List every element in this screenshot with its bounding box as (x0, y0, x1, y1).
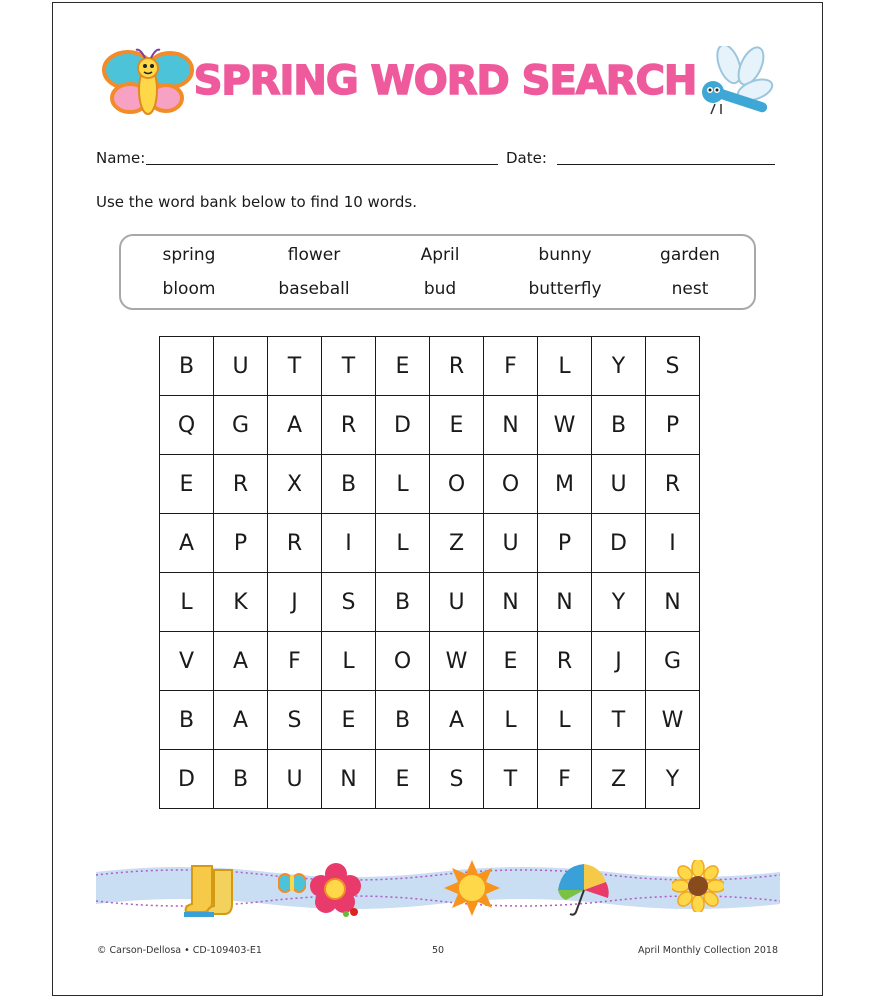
grid-cell[interactable]: V (160, 632, 214, 691)
word-bank-item: nest (671, 279, 709, 299)
grid-cell[interactable]: O (484, 455, 538, 514)
grid-cell[interactable]: R (646, 455, 700, 514)
grid-cell[interactable]: T (484, 750, 538, 809)
grid-cell[interactable]: K (214, 573, 268, 632)
word-bank-item: bud (423, 279, 457, 299)
grid-cell[interactable]: T (592, 691, 646, 750)
grid-cell[interactable]: Y (646, 750, 700, 809)
grid-cell[interactable]: B (376, 573, 430, 632)
grid-cell[interactable]: Z (430, 514, 484, 573)
rain-boots-icon (180, 862, 250, 920)
small-butterfly-icon (278, 872, 306, 894)
sun-icon (442, 858, 502, 918)
grid-cell[interactable]: G (214, 396, 268, 455)
grid-cell[interactable]: M (538, 455, 592, 514)
grid-cell[interactable]: D (160, 750, 214, 809)
grid-cell[interactable]: L (322, 632, 376, 691)
grid-cell[interactable]: L (376, 514, 430, 573)
grid-cell[interactable]: W (430, 632, 484, 691)
dragonfly-icon (695, 46, 780, 121)
word-bank-item: garden (660, 245, 720, 265)
grid-row (160, 396, 700, 455)
grid-cell[interactable]: J (592, 632, 646, 691)
grid-cell[interactable]: X (268, 455, 322, 514)
grid-cell[interactable]: F (484, 337, 538, 396)
grid-cell[interactable]: N (322, 750, 376, 809)
date-label: Date: (506, 149, 547, 167)
umbrella-icon (554, 860, 614, 920)
grid-cell[interactable]: S (646, 337, 700, 396)
grid-cell[interactable]: B (592, 396, 646, 455)
grid-cell[interactable]: A (160, 514, 214, 573)
grid-cell[interactable]: E (376, 750, 430, 809)
flower-icon (306, 860, 366, 920)
grid-cell[interactable]: W (538, 396, 592, 455)
grid-cell[interactable]: B (160, 691, 214, 750)
word-bank-item: baseball (278, 279, 350, 299)
grid-cell[interactable]: N (538, 573, 592, 632)
word-bank-item: spring (162, 245, 216, 265)
grid-cell[interactable]: B (214, 750, 268, 809)
grid-cell[interactable]: U (430, 573, 484, 632)
grid-row (160, 632, 700, 691)
grid-row (160, 573, 700, 632)
grid-cell[interactable]: U (214, 337, 268, 396)
grid-cell[interactable]: R (214, 455, 268, 514)
grid-cell[interactable]: P (538, 514, 592, 573)
copyright: © Carson-Dellosa • CD-109403-E1 (97, 945, 262, 956)
grid-cell[interactable]: S (430, 750, 484, 809)
grid-cell[interactable]: A (430, 691, 484, 750)
grid-cell[interactable]: D (376, 396, 430, 455)
grid-cell[interactable]: L (538, 691, 592, 750)
word-search-grid (159, 336, 700, 809)
grid-cell[interactable]: Z (592, 750, 646, 809)
word-bank (119, 234, 756, 310)
grid-cell[interactable]: U (592, 455, 646, 514)
grid-row (160, 455, 700, 514)
grid-cell[interactable]: I (646, 514, 700, 573)
grid-cell[interactable]: B (322, 455, 376, 514)
grid-cell[interactable]: O (376, 632, 430, 691)
grid-cell[interactable]: P (646, 396, 700, 455)
sunflower-icon (672, 860, 724, 912)
grid-cell[interactable]: E (376, 337, 430, 396)
word-bank-item: flower (287, 245, 341, 265)
grid-row (160, 514, 700, 573)
grid-cell[interactable]: S (268, 691, 322, 750)
grid-cell[interactable]: I (322, 514, 376, 573)
grid-cell[interactable]: F (538, 750, 592, 809)
grid-cell[interactable]: D (592, 514, 646, 573)
grid-cell[interactable]: N (484, 573, 538, 632)
word-bank-item: bunny (538, 245, 592, 265)
grid-cell[interactable]: R (322, 396, 376, 455)
grid-row (160, 337, 700, 396)
grid-cell[interactable]: E (430, 396, 484, 455)
grid-cell[interactable]: L (484, 691, 538, 750)
grid-cell[interactable]: U (268, 750, 322, 809)
page-title: SPRING WORD SEARCH (193, 58, 697, 104)
name-field[interactable] (146, 164, 498, 165)
grid-cell[interactable]: T (268, 337, 322, 396)
grid-cell[interactable]: G (646, 632, 700, 691)
grid-cell[interactable]: Q (160, 396, 214, 455)
collection-label: April Monthly Collection 2018 (638, 945, 778, 956)
grid-cell[interactable]: E (322, 691, 376, 750)
word-bank-item: April (420, 245, 460, 265)
word-bank-item: bloom (162, 279, 216, 299)
grid-row (160, 691, 700, 750)
grid-row (160, 750, 700, 809)
grid-cell[interactable]: J (268, 573, 322, 632)
grid-cell[interactable]: O (430, 455, 484, 514)
grid-cell[interactable]: L (160, 573, 214, 632)
grid-cell[interactable]: Y (592, 337, 646, 396)
word-bank-item: butterfly (528, 279, 602, 299)
grid-cell[interactable]: B (160, 337, 214, 396)
date-field[interactable] (557, 164, 775, 165)
instructions: Use the word bank below to find 10 words. (96, 193, 417, 211)
grid-cell[interactable]: U (484, 514, 538, 573)
grid-cell[interactable]: B (376, 691, 430, 750)
grid-cell[interactable]: E (160, 455, 214, 514)
grid-cell[interactable]: N (484, 396, 538, 455)
page-number: 50 (431, 945, 445, 956)
butterfly-icon (100, 46, 195, 121)
grid-cell[interactable]: L (376, 455, 430, 514)
grid-cell[interactable]: S (322, 573, 376, 632)
grid-cell[interactable]: F (268, 632, 322, 691)
grid-cell[interactable]: L (538, 337, 592, 396)
grid-cell[interactable]: Y (592, 573, 646, 632)
grid-cell[interactable]: W (646, 691, 700, 750)
grid-cell[interactable]: R (430, 337, 484, 396)
grid-cell[interactable]: R (268, 514, 322, 573)
grid-cell[interactable]: A (214, 691, 268, 750)
grid-cell[interactable]: A (268, 396, 322, 455)
grid-cell[interactable]: E (484, 632, 538, 691)
grid-cell[interactable]: A (214, 632, 268, 691)
grid-cell[interactable]: N (646, 573, 700, 632)
grid-cell[interactable]: P (214, 514, 268, 573)
grid-cell[interactable]: T (322, 337, 376, 396)
name-label: Name: (96, 149, 146, 167)
grid-cell[interactable]: R (538, 632, 592, 691)
